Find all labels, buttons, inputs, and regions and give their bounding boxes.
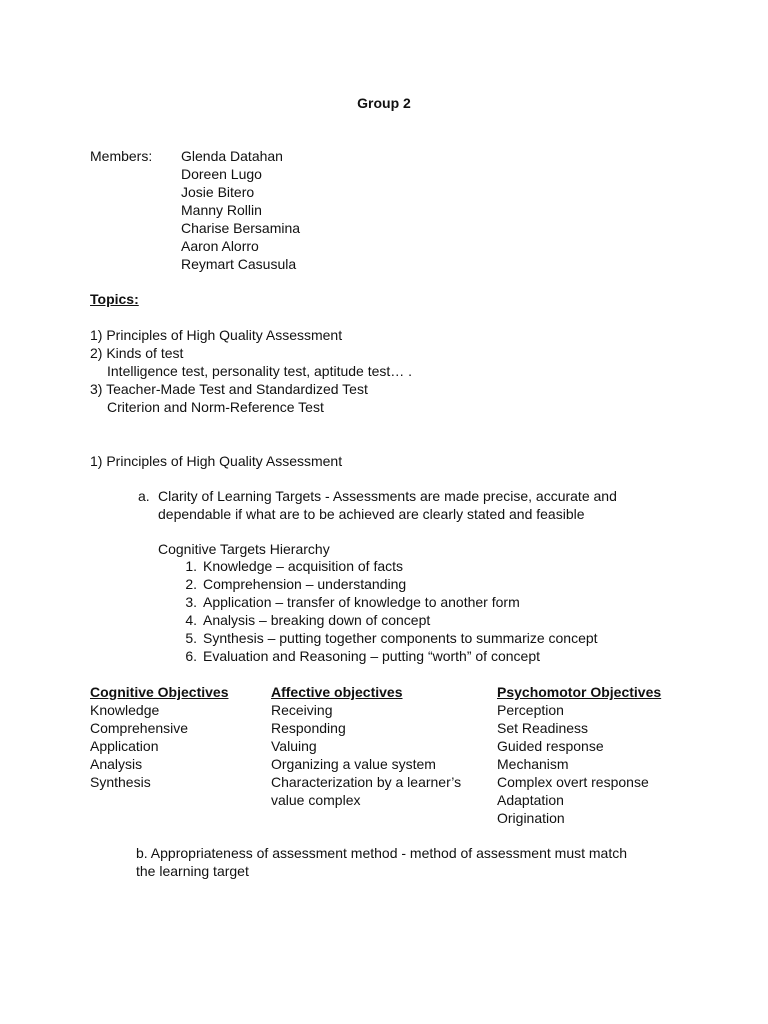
topic-item: 2) Kinds of test (90, 345, 184, 361)
list-text: Application – transfer of knowledge to another form (203, 594, 520, 610)
member-name: Aaron Alorro (181, 238, 259, 254)
list-number: 4. (185, 612, 197, 628)
objective-item: Organizing a value system (271, 756, 436, 772)
member-name: Charise Bersamina (181, 220, 301, 236)
objective-item: Receiving (271, 702, 333, 718)
member-name: Josie Bitero (181, 184, 255, 200)
objective-item: Mechanism (497, 756, 569, 772)
list-number: 2. (185, 576, 197, 592)
topic-item: 1) Principles of High Quality Assessment (90, 327, 343, 343)
topic-subitem: Criterion and Norm-Reference Test (107, 399, 324, 415)
objective-item: value complex (271, 792, 361, 808)
member-name: Doreen Lugo (181, 166, 262, 182)
objective-item: Synthesis (90, 774, 151, 790)
objective-item: Valuing (271, 738, 317, 754)
item-b-line1: b. Appropriateness of assessment method - method of assessment must match (136, 845, 628, 861)
list-text: Evaluation and Reasoning – putting “worth” of concept (203, 648, 540, 664)
list-text: Comprehension – understanding (203, 576, 407, 592)
members-label: Members: (90, 148, 153, 164)
topic-item: 3) Teacher-Made Test and Standardized Test (90, 381, 368, 397)
objective-item: Responding (271, 720, 346, 736)
affective-objectives-column (271, 683, 461, 809)
objective-item: Set Readiness (497, 720, 589, 736)
member-name: Manny Rollin (181, 202, 262, 218)
list-number: 1. (185, 558, 197, 574)
topics-heading: Topics: (90, 291, 139, 307)
objective-item: Comprehensive (90, 720, 189, 736)
list-number: 3. (185, 594, 197, 610)
cognitive-objectives-column (90, 683, 228, 791)
item-b-line2: the learning target (136, 863, 249, 879)
section-heading: 1) Principles of High Quality Assessment (90, 453, 343, 469)
column-heading: Affective objectives (271, 684, 403, 700)
page-title: Group 2 (357, 95, 411, 111)
list-text: Analysis – breaking down of concept (203, 612, 431, 628)
objective-item: Adaptation (497, 792, 564, 808)
member-name: Reymart Casusula (181, 256, 297, 272)
list-text: Synthesis – putting together components to summarize concept (203, 630, 598, 646)
members-list (181, 147, 300, 273)
list-text: Knowledge – acquisition of facts (203, 558, 404, 574)
psychomotor-objectives-column (497, 683, 661, 827)
hierarchy-title: Cognitive Targets Hierarchy (158, 541, 330, 557)
column-heading: Cognitive Objectives (90, 684, 229, 700)
list-number: 6. (185, 648, 197, 664)
objective-item: Knowledge (90, 702, 160, 718)
item-a-line1: Clarity of Learning Targets - Assessments are made precise, accurate and (158, 488, 617, 504)
topic-subitem: Intelligence test, personality test, aptitude test… . (107, 363, 413, 379)
objective-item: Characterization by a learner’s (271, 774, 462, 790)
objective-item: Application (90, 738, 159, 754)
objective-item: Guided response (497, 738, 604, 754)
objective-item: Origination (497, 810, 565, 826)
item-a-marker: a. (138, 488, 150, 504)
objective-item: Complex overt response (497, 774, 649, 790)
objective-item: Perception (497, 702, 564, 718)
objective-item: Analysis (90, 756, 143, 772)
member-name: Glenda Datahan (181, 148, 283, 164)
column-heading: Psychomotor Objectives (497, 684, 662, 700)
item-a-line2: dependable if what are to be achieved are clearly stated and feasible (158, 506, 585, 522)
list-number: 5. (185, 630, 197, 646)
